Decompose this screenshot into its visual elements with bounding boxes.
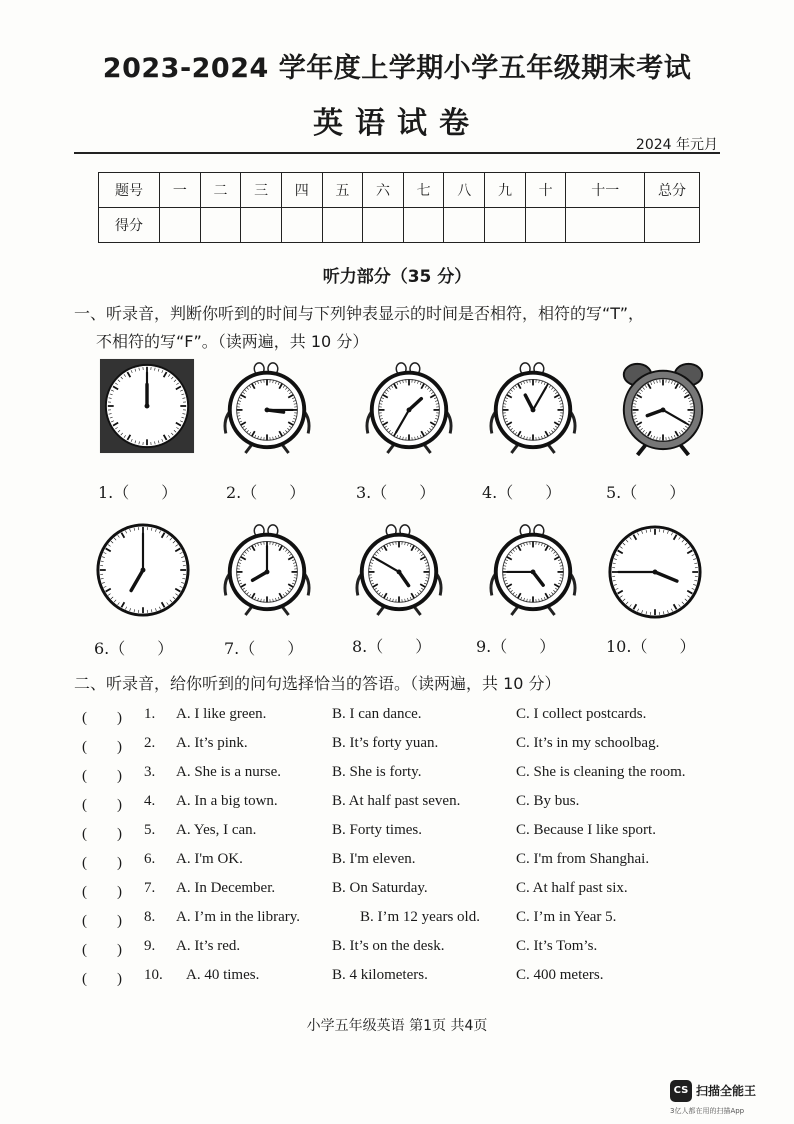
option-a: A. I like green. xyxy=(176,706,267,722)
answer-paren[interactable]: ( ) xyxy=(82,884,122,900)
cartoon-clock-icon xyxy=(360,356,458,456)
mc-row xyxy=(82,706,742,735)
option-a: A. I’m in the library. xyxy=(176,909,300,925)
score-table-cell: 六 xyxy=(363,173,404,208)
clock-center-pin xyxy=(407,407,412,412)
question-number: 5. xyxy=(144,822,156,838)
score-table-cell: 九 xyxy=(485,173,526,208)
option-a: A. 40 times. xyxy=(186,967,260,983)
option-b: B. At half past seven. xyxy=(332,793,461,809)
option-b: B. Forty times. xyxy=(332,822,423,838)
question-number: 1. xyxy=(144,706,156,722)
option-b: B. 4 kilometers. xyxy=(332,967,428,983)
answer-paren[interactable]: ( ) xyxy=(82,826,122,842)
score-table-cell: 七 xyxy=(403,173,444,208)
option-a: A. It’s red. xyxy=(176,938,241,954)
cartoon-clock-icon xyxy=(350,518,448,618)
answer-paren[interactable]: ( ) xyxy=(82,971,122,987)
score-entry-cell[interactable] xyxy=(160,208,201,243)
clock-center-pin xyxy=(531,569,536,574)
question-number: 6. xyxy=(144,851,156,867)
option-c: C. I collect postcards. xyxy=(516,706,647,722)
answer-blank[interactable]: 7.（ ） xyxy=(224,639,304,658)
option-c: C. At half past six. xyxy=(516,880,628,896)
exam-title: 2023-2024 学年度上学期小学五年级期末考试 xyxy=(102,53,692,84)
score-entry-cell[interactable] xyxy=(645,208,700,243)
answer-paren[interactable]: ( ) xyxy=(82,797,122,813)
score-entry-cell[interactable] xyxy=(322,208,363,243)
question-number: 4. xyxy=(144,793,156,809)
score-entry-cell[interactable] xyxy=(200,208,241,243)
answer-blank[interactable]: 2.（ ） xyxy=(226,483,306,502)
score-table-cell: 题号 xyxy=(99,173,160,208)
option-a: A. In a big town. xyxy=(176,793,278,809)
question-2-instruction: 二、听录音，给你听到的问句选择恰当的答语。（读两遍，共 10 分） xyxy=(74,674,561,693)
option-b: B. It’s on the desk. xyxy=(332,938,445,954)
score-table-header-row xyxy=(99,173,700,208)
page-footer: 小学五年级英语 第1页 共4页 xyxy=(306,1018,488,1034)
option-b: B. I'm eleven. xyxy=(332,851,416,867)
mc-row xyxy=(82,764,742,793)
score-table-cell: 得分 xyxy=(99,208,160,243)
mc-row xyxy=(82,909,742,938)
question-number: 2. xyxy=(144,735,156,751)
answer-paren[interactable]: ( ) xyxy=(82,913,122,929)
option-a: A. It’s pink. xyxy=(176,735,248,751)
option-b: B. I can dance. xyxy=(332,706,422,722)
clock-center-pin xyxy=(531,407,536,412)
question-number: 7. xyxy=(144,880,156,896)
score-entry-cell[interactable] xyxy=(403,208,444,243)
option-a: A. I'm OK. xyxy=(176,851,243,867)
question-1-instruction-line2: 不相符的写“F”。（读两遍，共 10 分） xyxy=(96,332,369,351)
option-b: B. She is forty. xyxy=(332,764,422,780)
mc-row xyxy=(82,851,742,880)
score-table-score-row xyxy=(99,208,700,243)
option-a: A. In December. xyxy=(176,880,276,896)
option-b: B. It’s forty yuan. xyxy=(332,735,439,751)
option-a: A. Yes, I can. xyxy=(176,822,257,838)
score-table-cell: 四 xyxy=(281,173,322,208)
plain-clock-icon xyxy=(94,520,192,620)
score-table-cell: 一 xyxy=(160,173,201,208)
mc-row xyxy=(82,735,742,764)
mc-row xyxy=(82,880,742,909)
question-1-instruction-line1: 一、听录音，判断你听到的时间与下列钟表显示的时间是否相符，相符的写“T”， xyxy=(74,304,645,323)
camscanner-logo-icon: CS xyxy=(670,1080,692,1102)
score-table-cell: 总分 xyxy=(645,173,700,208)
answer-paren[interactable]: ( ) xyxy=(82,942,122,958)
score-entry-cell[interactable] xyxy=(444,208,485,243)
watermark-name: 扫描全能王 xyxy=(696,1084,757,1098)
option-c: C. By bus. xyxy=(516,793,580,809)
mc-row xyxy=(82,793,742,822)
answer-blank[interactable]: 5.（ ） xyxy=(606,483,686,502)
score-table-cell: 十一 xyxy=(566,173,645,208)
mc-row xyxy=(82,822,742,851)
cartoon-clock-icon xyxy=(484,356,582,456)
score-entry-cell[interactable] xyxy=(241,208,282,243)
cartoon-clock-icon xyxy=(218,518,316,618)
answer-blank[interactable]: 1.（ ） xyxy=(98,483,178,502)
plain-clock-icon xyxy=(606,522,704,622)
clock-center-pin xyxy=(265,407,270,412)
answer-paren[interactable]: ( ) xyxy=(82,855,122,871)
option-b: B. I’m 12 years old. xyxy=(360,909,480,925)
score-table-cell: 三 xyxy=(241,173,282,208)
option-b: B. On Saturday. xyxy=(332,880,428,896)
answer-paren[interactable]: ( ) xyxy=(82,768,122,784)
watermark-tagline: 3亿人都在用的扫描App xyxy=(670,1107,745,1115)
listening-section-heading: 听力部分（35 分） xyxy=(322,267,472,287)
clock-center-pin xyxy=(661,407,666,412)
square-framed-clock-icon xyxy=(98,356,196,456)
score-table-cell: 八 xyxy=(444,173,485,208)
score-entry-cell[interactable] xyxy=(363,208,404,243)
option-c: C. I’m in Year 5. xyxy=(516,909,617,925)
exam-date: 2024 年元月 xyxy=(635,137,718,153)
option-c: C. Because I like sport. xyxy=(516,822,656,838)
clock-center-pin xyxy=(265,569,270,574)
question-number: 3. xyxy=(144,764,156,780)
cartoon-clock-icon xyxy=(218,356,316,456)
answer-blank[interactable]: 10.（ ） xyxy=(606,637,696,656)
scanner-watermark xyxy=(670,1078,780,1118)
exam-subtitle: 英语试卷 xyxy=(313,106,481,141)
score-table xyxy=(98,172,700,243)
answer-blank[interactable]: 6.（ ） xyxy=(94,639,174,658)
score-entry-cell[interactable] xyxy=(566,208,645,243)
answer-paren[interactable]: ( ) xyxy=(82,739,122,755)
score-entry-cell[interactable] xyxy=(525,208,566,243)
option-c: C. It’s in my schoolbag. xyxy=(516,735,660,751)
answer-blank[interactable]: 9.（ ） xyxy=(476,637,556,656)
option-c: C. 400 meters. xyxy=(516,967,604,983)
clock-center-pin xyxy=(653,570,658,575)
hour-hand xyxy=(267,410,284,412)
question-number: 10. xyxy=(144,967,163,983)
option-c: C. It’s Tom’s. xyxy=(516,938,598,954)
clock-center-pin xyxy=(145,404,150,409)
question-number: 8. xyxy=(144,909,156,925)
score-table-cell: 十 xyxy=(525,173,566,208)
header-divider xyxy=(74,152,720,154)
alarm-clock-icon xyxy=(614,356,712,456)
mc-row xyxy=(82,967,742,996)
mc-row xyxy=(82,938,742,967)
cartoon-clock-icon xyxy=(484,518,582,618)
answer-paren[interactable]: ( ) xyxy=(82,710,122,726)
option-a: A. She is a nurse. xyxy=(176,764,281,780)
question-number: 9. xyxy=(144,938,156,954)
option-c: C. I'm from Shanghai. xyxy=(516,851,650,867)
score-entry-cell[interactable] xyxy=(281,208,322,243)
score-table-cell: 五 xyxy=(322,173,363,208)
answer-blank[interactable]: 8.（ ） xyxy=(352,637,432,656)
clock-center-pin xyxy=(397,569,402,574)
score-table-cell: 二 xyxy=(200,173,241,208)
answer-blank[interactable]: 3.（ ） xyxy=(356,483,436,502)
answer-blank[interactable]: 4.（ ） xyxy=(482,483,562,502)
score-entry-cell[interactable] xyxy=(485,208,526,243)
clock-center-pin xyxy=(141,568,146,573)
option-c: C. She is cleaning the room. xyxy=(516,764,686,780)
